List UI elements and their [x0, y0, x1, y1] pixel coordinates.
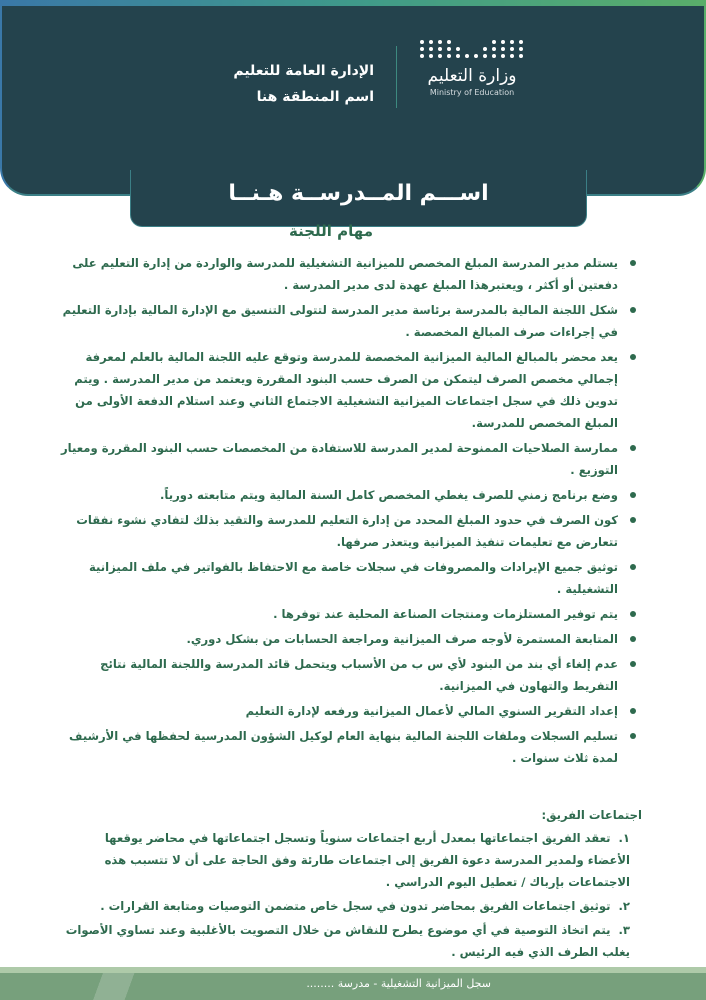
list-item	[60, 919, 630, 963]
logo-dots-icon	[422, 40, 522, 58]
ministry-name-en: Ministry of Education	[429, 88, 515, 97]
admin-line: الإدارة العامة للتعليم	[233, 63, 374, 79]
list-item: إعداد التقرير السنوي المالي لأعمال الميزانية ورفعه لإدارة التعليم	[60, 700, 618, 722]
list-item: يتم توفير المستلزمات ومنتجات الصناعة المحلية عند توفرها .	[60, 603, 618, 625]
committee-title: مهام اللجنة	[289, 222, 373, 240]
list-item: شكل اللجنة المالية بالمدرسة برئاسة مدير المدرسة لتتولى التنسيق مع الإدارة المالية بإدارة التعليم في إجراءات صرف المبالغ المخصصة .	[60, 299, 618, 343]
item-number: ٣.	[618, 923, 630, 937]
page-footer	[0, 967, 706, 1000]
admin-block	[233, 58, 374, 110]
list-item	[60, 827, 630, 893]
item-number: ١.	[618, 831, 630, 845]
meetings-title: اجتماعات الفريق:	[541, 808, 642, 822]
document-body	[60, 222, 642, 965]
ministry-logo	[422, 40, 522, 97]
list-item: كون الصرف في حدود المبلغ المحدد من إدارة التعليم للمدرسة والتقيد بذلك لتفادي نشوء نفقات تتعارض مع تعليمات تنفيذ الميزانية ويتعذر صرفها.	[60, 509, 618, 553]
footer-decoration	[40, 973, 240, 1000]
committee-tasks-list	[60, 252, 642, 769]
school-name-banner: اســـم المــدرســة هـنــا	[130, 170, 587, 227]
ministry-name-ar: وزارة التعليم	[427, 66, 517, 86]
footer-text: سجل الميزانية التشغيلية - مدرسة ........	[306, 977, 491, 990]
list-item: توثيق جميع الإيرادات والمصروفات في سجلات خاصة مع الاحتفاظ بالفواتير في ملف الميزانية التشغيلية .	[60, 556, 618, 600]
item-text: توثيق اجتماعات الفريق بمحاضر تدون في سجل خاص متضمن التوصيات ومتابعة القرارات .	[100, 899, 611, 913]
list-item: تسليم السجلات وملفات اللجنة المالية بنهاية العام لوكيل الشؤون المدرسية لحفظها في الأرشيف لمدة ثلاث سنوات .	[60, 725, 618, 769]
list-item	[60, 895, 630, 917]
list-item: المتابعة المستمرة لأوجه صرف الميزانية ومراجعة الحسابات من بشكل دوري.	[60, 628, 618, 650]
item-number: ٢.	[618, 899, 630, 913]
item-text: يتم اتخاذ التوصية في أي موضوع يطرح للنقاش من خلال التصويت بالأغلبية وعند تساوي الأصوات يغلب الطرف الذي فيه الرئيس .	[65, 923, 630, 959]
header-divider	[396, 46, 397, 108]
item-text: تعقد الفريق اجتماعاتها بمعدل أربع اجتماعات سنوياً وتسجل اجتماعاتها في محاضر يوقعها الأعضاء ولمدير المدرسة دعوة الفريق إلى اجتماعات طارئة وفق الحاجة على أن لا تتسبب هذه الاجتماعات بإرباك / تعطيل اليوم الدراسي .	[104, 831, 630, 889]
list-item: ممارسة الصلاحيات الممنوحة لمدير المدرسة للاستفادة من المخصصات حسب البنود المقررة ومعيار التوزيع .	[60, 437, 618, 481]
list-item: يستلم مدير المدرسة المبلغ المخصص للميزانية التشغيلية للمدرسة والواردة من إدارة التعليم على دفعتين أو أكثر ، ويعتبرهذا المبلغ عهدة لدى مدير المدرسة .	[60, 252, 618, 296]
meetings-list	[60, 827, 642, 963]
list-item: وضع برنامج زمني للصرف يغطي المخصص كامل السنة المالية ويتم متابعته دورياً.	[60, 484, 618, 506]
region-line: اسم المنطقة هنا	[256, 89, 374, 105]
page-header	[0, 6, 706, 196]
list-item: يعد محضر بالمبالغ المالية الميزانية المخصصة للمدرسة وتوقع عليه اللجنة المالية بالعلم لمعرفة إجمالي مخصص الصرف ليتمكن من الصرف حسب البنود المقررة ويعتمد من مدير المدرسة . ويتم تدوين ذلك في سجل اجتماعات الميزانية التشغيلية الاجتماع الثاني وعند استلام الدفعة الأولى من المبلغ المخصص للمدرسة.	[60, 346, 618, 434]
list-item: عدم إلغاء أي بند من البنود لأي س ب من الأسباب ويتحمل قائد المدرسة واللجنة المالية نتائج التفريط والتهاون في الميزانية.	[60, 653, 618, 697]
